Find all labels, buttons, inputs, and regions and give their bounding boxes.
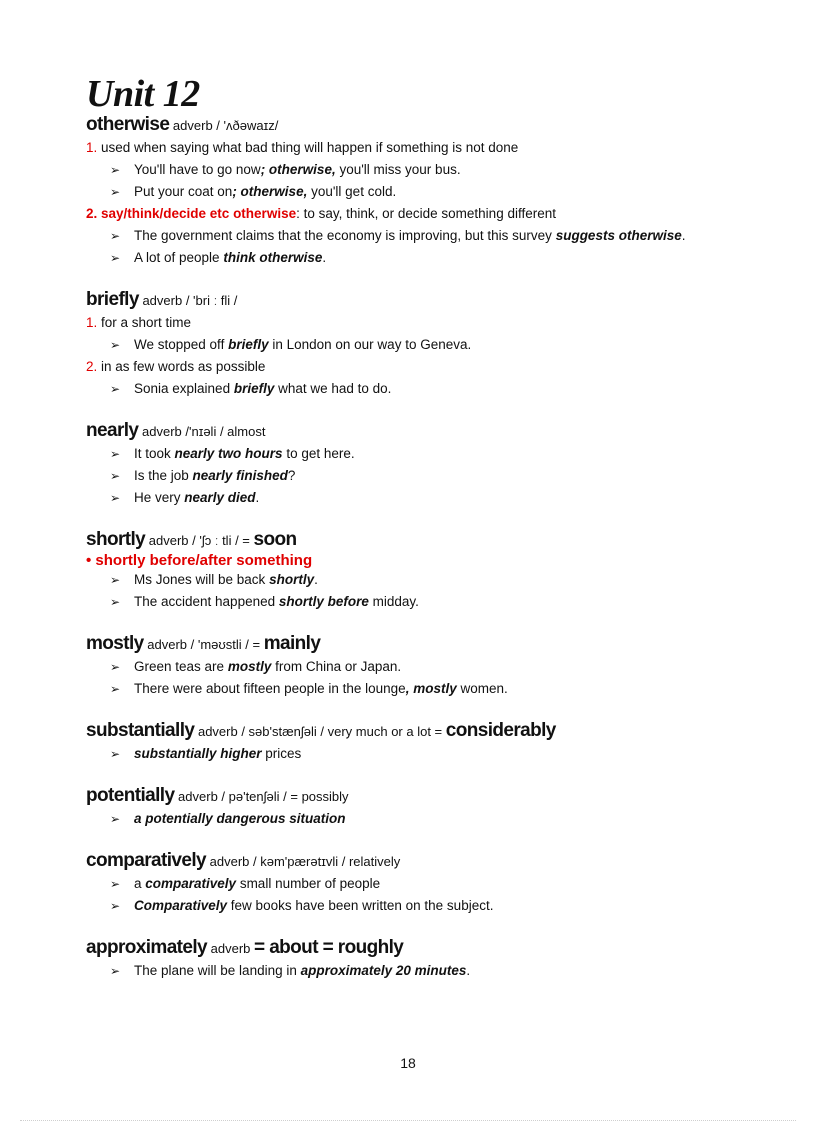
example-text: small number of people [236,876,381,891]
entry-mostly [86,633,734,700]
example-keyword: mostly [227,659,272,674]
example-keyword: briefly [233,381,275,396]
example-text: midday. [368,594,419,609]
example-text: you'll get cold. [307,184,397,199]
example-text: The accident happened [134,594,279,609]
entry-info: adverb /'nɪəli / almost [142,424,266,439]
synonym: soon [253,529,297,550]
example-list [86,743,734,765]
example-text: Ms Jones will be back [134,572,270,587]
page-number: 18 [400,1055,416,1071]
example-item [86,159,734,181]
example-keyword: a potentially dangerous situation [134,811,346,826]
arrow-bullet-icon: ➢ [110,338,121,352]
example-item [86,656,734,678]
example-item [86,678,734,700]
example-text: You'll have to go now [134,162,261,177]
entry-heading [86,850,734,873]
example-keyword: ; otherwise, [232,184,308,199]
entry-comparatively [86,850,734,917]
synonym: = about = roughly [254,937,404,958]
example-text: a [134,876,146,891]
entry-info: adverb / kəm'pærətɪvli / relatively [209,854,401,869]
arrow-bullet-icon: ➢ [110,595,121,609]
arrow-bullet-icon: ➢ [110,229,121,243]
example-list [86,443,734,509]
arrow-bullet-icon: ➢ [110,163,121,177]
example-text: from China or Japan. [271,659,402,674]
example-keyword: , mostly [405,681,457,696]
entry-heading [86,420,734,443]
sense-number: 1. [86,140,98,155]
entry-info: adverb / 'məʊstli / = [147,637,264,652]
arrow-bullet-icon: ➢ [110,185,121,199]
example-text: The government claims that the economy is improving, but this survey [134,228,556,243]
example-item [86,591,734,613]
example-list [86,569,734,613]
arrow-bullet-icon: ➢ [110,964,121,978]
synonym: mainly [263,633,321,654]
example-text: It took [134,446,175,461]
example-keyword: ; otherwise, [260,162,336,177]
example-text: ? [287,468,296,483]
example-item [86,808,734,830]
example-item [86,569,734,591]
synonym: considerably [445,720,556,741]
example-keyword: briefly [228,337,269,352]
arrow-bullet-icon: ➢ [110,899,121,913]
headword: mostly [86,633,144,654]
example-item [86,465,734,487]
entry-briefly [86,289,734,400]
example-item [86,334,734,356]
example-list [86,225,734,269]
example-text: Put your coat on [134,184,233,199]
arrow-bullet-icon: ➢ [110,877,121,891]
example-item [86,743,734,765]
example-text: few books have been written on the subject. [227,898,494,913]
entry-approximately [86,937,734,982]
example-text: Is the job [134,468,193,483]
arrow-bullet-icon: ➢ [110,682,121,696]
sense-definition [86,137,734,159]
example-keyword: think otherwise [223,250,323,265]
example-keyword: Comparatively [134,898,228,913]
page-bottom-divider [20,1120,796,1121]
headword: potentially [86,785,175,806]
sense-definition [86,203,734,225]
example-list [86,808,734,830]
example-text: Sonia explained [134,381,234,396]
sense-text: : to say, think, or decide something different [296,206,556,221]
sense-text: in as few words as possible [101,359,266,374]
example-item [86,181,734,203]
entry-heading [86,633,734,656]
sense-number: 2. [86,359,98,374]
example-list [86,960,734,982]
example-list [86,159,734,203]
example-item [86,443,734,465]
entry-potentially [86,785,734,830]
entries-list [86,114,734,982]
example-item [86,225,734,247]
example-list [86,334,734,356]
example-keyword: shortly before [278,594,369,609]
example-list [86,656,734,700]
unit-title: Unit 12 [86,73,200,115]
example-keyword: nearly died [184,490,256,505]
phrase-pattern: • shortly before/after something [86,552,313,569]
headword: approximately [86,937,208,958]
example-text: you'll miss your bus. [335,162,461,177]
arrow-bullet-icon: ➢ [110,491,121,505]
headword: comparatively [86,850,206,871]
headword: briefly [86,289,139,310]
example-text: women. [456,681,508,696]
example-item [86,895,734,917]
example-item [86,378,734,400]
example-text: to get here. [282,446,355,461]
entry-heading [86,529,734,552]
example-list [86,873,734,917]
entry-info: adverb / 'bri ː fli / [142,293,238,308]
example-item [86,960,734,982]
entry-info: adverb / 'ʌðəwaɪz/ [172,118,279,133]
example-text: There were about fifteen people in the lounge [134,681,406,696]
example-keyword: substantially higher [134,746,262,761]
entry-heading [86,937,734,960]
example-text: . [466,963,471,978]
example-text: He very [134,490,185,505]
example-text: The plane will be landing in [134,963,301,978]
arrow-bullet-icon: ➢ [110,747,121,761]
arrow-bullet-icon: ➢ [110,812,121,826]
example-text: We stopped off [134,337,229,352]
headword: nearly [86,420,139,441]
example-text: . [681,228,686,243]
example-item [86,247,734,269]
sense-definition [86,356,734,378]
example-keyword: nearly finished [192,468,288,483]
entry-substantially [86,720,734,765]
entry-heading [86,785,734,808]
arrow-bullet-icon: ➢ [110,573,121,587]
arrow-bullet-icon: ➢ [110,251,121,265]
example-text: A lot of people [134,250,224,265]
example-keyword: comparatively [145,876,237,891]
sense-text: for a short time [101,315,192,330]
headword: shortly [86,529,146,550]
example-keyword: nearly two hours [174,446,283,461]
document-page [86,74,734,982]
headword: substantially [86,720,195,741]
arrow-bullet-icon: ➢ [110,382,121,396]
entry-shortly [86,529,734,613]
arrow-bullet-icon: ➢ [110,660,121,674]
example-keyword: shortly [269,572,315,587]
sense-definition [86,312,734,334]
entry-nearly [86,420,734,509]
sense-text: used when saying what bad thing will happen if something is not done [101,140,519,155]
example-text: prices [261,746,302,761]
entry-otherwise [86,114,734,269]
entry-heading [86,289,734,312]
entry-heading [86,720,734,743]
entry-info: adverb / səb'stænʃəli / very much or a lot = [197,724,446,739]
example-keyword: approximately 20 minutes [300,963,467,978]
headword: otherwise [86,114,170,135]
example-text: . [322,250,327,265]
sense-number: 2. say/think/decide etc otherwise [86,206,297,221]
example-text: . [255,490,260,505]
example-list [86,378,734,400]
example-item [86,873,734,895]
example-item [86,487,734,509]
entry-info: adverb [210,941,255,956]
arrow-bullet-icon: ➢ [110,469,121,483]
example-text: . [314,572,318,587]
arrow-bullet-icon: ➢ [110,447,121,461]
example-text: Green teas are [134,659,228,674]
sense-number: 1. [86,315,98,330]
entry-info: adverb / 'ʃɔ ː tli / = [148,533,254,548]
example-text: what we had to do. [274,381,392,396]
entry-info: adverb / pə'tenʃəli / = possibly [178,789,349,804]
entry-heading [86,114,734,137]
example-text: in London on our way to Geneva. [268,337,472,352]
example-keyword: suggests otherwise [555,228,682,243]
